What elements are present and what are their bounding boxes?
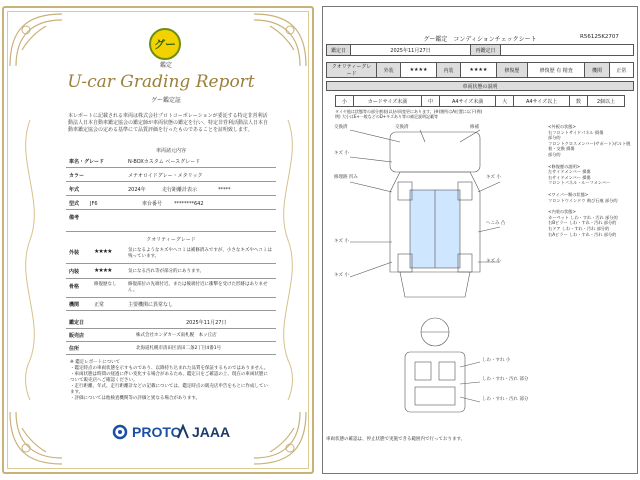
jaaa-mark-icon: [176, 424, 190, 440]
sheet-title: グー鑑定 コンディションチェックシート: [423, 36, 537, 43]
field-value: 気になる汚れ等が部分的にあります。: [128, 269, 205, 274]
interior-outline: [405, 352, 465, 412]
vehicle-color-row: [66, 170, 276, 182]
damage-label: しわ・すれ・汚れ 部分: [482, 377, 529, 382]
field-value: メテオロイドグレー・メタリック: [128, 173, 203, 179]
callout-line: [350, 130, 400, 142]
date-value: 2025年11月27日: [351, 45, 471, 56]
damage-label: しわ・すれ 小: [482, 358, 511, 363]
vehicle-model-row: [66, 198, 276, 210]
int-stars: ★★★★: [461, 63, 497, 78]
field-value: 2024年: [128, 187, 146, 193]
notes-title: ※ 鑑定レポートについて: [70, 360, 121, 365]
size-legend-table: [335, 95, 625, 107]
footer-note: 車両状態の確認は、停止状態で実施できる範囲内で行っております。: [326, 437, 466, 442]
size-note: タイヤ他は状態等の部分割表(以)が同変更にあります。(※)箇所はA位置に以下(例): [335, 109, 483, 114]
size-notes: [335, 109, 625, 119]
remark-line: フロントパネル・ルーフメンバー: [548, 180, 611, 186]
serial-number: R56125K2707: [580, 34, 619, 40]
field-value: JF6: [90, 201, 98, 207]
corner-ornament-icon: [6, 10, 66, 70]
quality-engine-row: [66, 299, 276, 311]
rear-seat: [415, 387, 455, 405]
field-label: 年式: [69, 187, 80, 193]
jaaa-logo: [176, 424, 230, 440]
field-value: N-BOXカスタム ベースグレード: [128, 159, 201, 165]
size-cell: A4サイズ以上: [513, 96, 569, 107]
quality-grade-table: [326, 62, 634, 78]
damage-label: へこみ 凸: [486, 221, 506, 226]
note-item: ・車両状態は時間の経過に伴い変化する場合があるため、鑑定日をご確認の上、現在の車両状態について販売店へご確認ください。: [70, 372, 268, 383]
damage-label: 修補: [470, 125, 479, 130]
quality-frame-row: [66, 280, 276, 298]
proto-logo: [112, 424, 182, 440]
remark-line: 左サイドメンバー 損傷: [548, 169, 591, 175]
field-value: 株式会社ホンダカーズ南札幌 本ッ丘店: [136, 333, 217, 338]
side-ornament-icon: [10, 120, 50, 400]
certificate-title: グー鑑定証: [150, 97, 181, 104]
badge-caption: 鑑定: [159, 62, 172, 69]
field-value: 北海道札幌市清田区清田二条2丁目4番1号: [136, 346, 222, 351]
damage-label: しわ・すれ・汚れ 部分: [482, 397, 529, 402]
remarks-column: [548, 124, 634, 237]
field-label: 骨格: [69, 284, 80, 290]
remark-line: 右ドア しわ・すれ・汚れ 部分的: [548, 225, 610, 231]
vehicle-name-row: [66, 156, 276, 168]
field-label: 内装: [69, 269, 80, 275]
repair-status: 修復歴なし: [94, 282, 117, 287]
field-label: 備考: [69, 215, 80, 221]
field-value: *****: [218, 187, 231, 193]
size-cell: A4サイズ未満: [440, 96, 496, 107]
ext-label: 外装: [377, 63, 401, 78]
callout-line: [460, 397, 480, 402]
repair-value: 修復歴 有 精査: [528, 63, 585, 78]
note-item: ・鑑定時点の車両状態を示すものであり、以降持ち込まれた品質を保証するものではありません。: [70, 366, 269, 371]
field-label: 住所: [69, 346, 80, 352]
remark-line: 部分的: [548, 151, 561, 157]
damage-label: キズ 小: [486, 175, 501, 180]
remark-line: 右サイドメンバー 損傷: [548, 174, 591, 180]
field-value: 気になるようなキズやヘコミは補修済みですが、小さなキズやヘコミは残っています。: [128, 248, 272, 259]
callout-line: [460, 362, 480, 367]
callout-line: [350, 262, 392, 277]
callout-line: [350, 157, 392, 162]
star-rating: ★★★★: [94, 267, 112, 274]
damage-label: キズ 小: [334, 273, 349, 278]
damage-label: 修理跡 凹み: [334, 175, 358, 180]
vehicle-remarks-row: [66, 212, 276, 232]
badge-text: グー: [154, 38, 176, 51]
remark-line: フロントウインドウ 飛び石痕 部分的: [548, 197, 618, 203]
date-label: 鑑定日: [327, 45, 351, 56]
remark-line: 右Bピラー しわ・すれ・汚れ 部分的: [548, 220, 617, 226]
quality-exterior-row: [66, 246, 276, 264]
date-table: [326, 44, 634, 56]
star-rating: ★★★★: [94, 248, 112, 255]
note-item: ・走行距離、年式、走行距離計などの記載については、鑑定時点の販売店申告をもとに作成しています。: [70, 384, 268, 395]
damage-label: 交換済: [395, 125, 409, 130]
size-cell: 中: [422, 96, 440, 107]
vehicle-year-row: [66, 184, 276, 196]
callout-line: [350, 182, 392, 192]
proto-logo-text: PROTO: [132, 424, 182, 440]
callout-line: [478, 182, 500, 192]
jaaa-logo-text: JAAA: [192, 424, 231, 440]
size-cell: 小: [336, 96, 354, 107]
field-label: 車台番号: [142, 201, 163, 207]
field-label: 外装: [69, 250, 80, 256]
damage-label: 交換済: [334, 125, 348, 130]
damage-label: キズ 小: [486, 259, 501, 264]
size-cell: 2個以上: [587, 96, 624, 107]
quality-section-title: クオリティーグレード: [146, 237, 196, 243]
callout-line: [460, 382, 480, 384]
grade-label: クオリティーグレード: [327, 63, 377, 78]
remark-line: カーペット しわ・すれ・汚れ 部分的: [548, 214, 618, 220]
corner-ornament-icon: [250, 408, 310, 468]
vehicle-section-title: 車両諸元内容: [155, 148, 186, 154]
ext-stars: ★★★★: [401, 63, 437, 78]
damage-label: キズ 小: [334, 239, 349, 244]
field-label: 販売店: [69, 333, 85, 339]
remark-line: フロントクロスメンバー(サポート)ボルト脱着・交換 損傷: [548, 140, 631, 152]
front-seat-right: [439, 362, 455, 380]
field-value: 主要機関に異常なし: [128, 302, 174, 308]
size-cell: 大: [496, 96, 514, 107]
remark-line: 部分的: [548, 135, 561, 141]
engine-value: 正常: [609, 63, 633, 78]
state-header: 車両状態の説明: [326, 81, 634, 91]
remark-line: <外板の状態>: [548, 124, 576, 129]
remark-line: <内装の状態>: [548, 209, 576, 215]
appraisal-date-row: [66, 317, 276, 329]
quality-interior-row: [66, 265, 276, 279]
engine-status: 正常: [94, 302, 105, 308]
report-title: U-car Grading Report: [67, 72, 255, 92]
remark-line: 右Aピラー しわ・すれ・汚れ 部分的: [548, 231, 617, 237]
sheet-header: [323, 7, 637, 33]
remark-line: 右フロントサイドパネル 損傷: [548, 129, 604, 135]
field-label: 型式: [69, 201, 80, 207]
corner-ornament-icon: [6, 408, 66, 468]
size-cell: 数: [570, 96, 588, 107]
size-cell: カードサイズ未満: [353, 96, 422, 107]
int-label: 内装: [436, 63, 460, 78]
shop-row: [66, 330, 276, 342]
field-label: 車名・グレード: [69, 159, 105, 165]
proto-mark-icon: [112, 424, 128, 440]
remark-line: <修復歴の説明>: [548, 163, 581, 169]
damage-label: キズ 小: [334, 151, 349, 156]
report-notes: [70, 360, 270, 402]
field-label: 鑑定日: [69, 320, 85, 326]
field-label: 走行距離計表示: [162, 187, 198, 193]
field-label: カラー: [69, 173, 85, 179]
note-item: ・評価については他検査機関等の評価と異なる場合があります。: [70, 396, 201, 401]
field-value: 修復部位の先端付近、または後端付近に衝撃を受けた形跡はありません。: [128, 282, 268, 293]
address-row: [66, 343, 276, 355]
reappraisal-label: 再鑑定日: [471, 45, 501, 56]
field-label: 機関: [69, 302, 80, 308]
field-value: ********642: [174, 201, 204, 207]
corner-ornament-icon: [250, 10, 310, 70]
intro-text: 本レポートに記載される車両は株式会社プロトコーポレーションが委託する特定非営利活動法人日本自動車鑑定協会の鑑定師が車両状態の鑑定を行い、特定非営利活動法人日本自動車鑑定協会の定める基準にて品質評価を行ったものであることを証明致します。: [68, 113, 269, 133]
repair-label: 修復歴: [496, 63, 527, 78]
field-value: 2025年11月27日: [186, 320, 227, 326]
front-seat-left: [415, 362, 431, 380]
engine-label: 機関: [585, 63, 609, 78]
remark-line: <ワイパー類の状態>: [548, 191, 589, 197]
size-note: 例) 大小はE+一般などのD+キズあり等の補足説明記載等: [335, 114, 439, 119]
rear-outline: [400, 272, 470, 297]
goo-appraisal-badge: [149, 28, 181, 60]
callout-line: [478, 227, 500, 232]
reappraisal-value: [501, 45, 634, 56]
